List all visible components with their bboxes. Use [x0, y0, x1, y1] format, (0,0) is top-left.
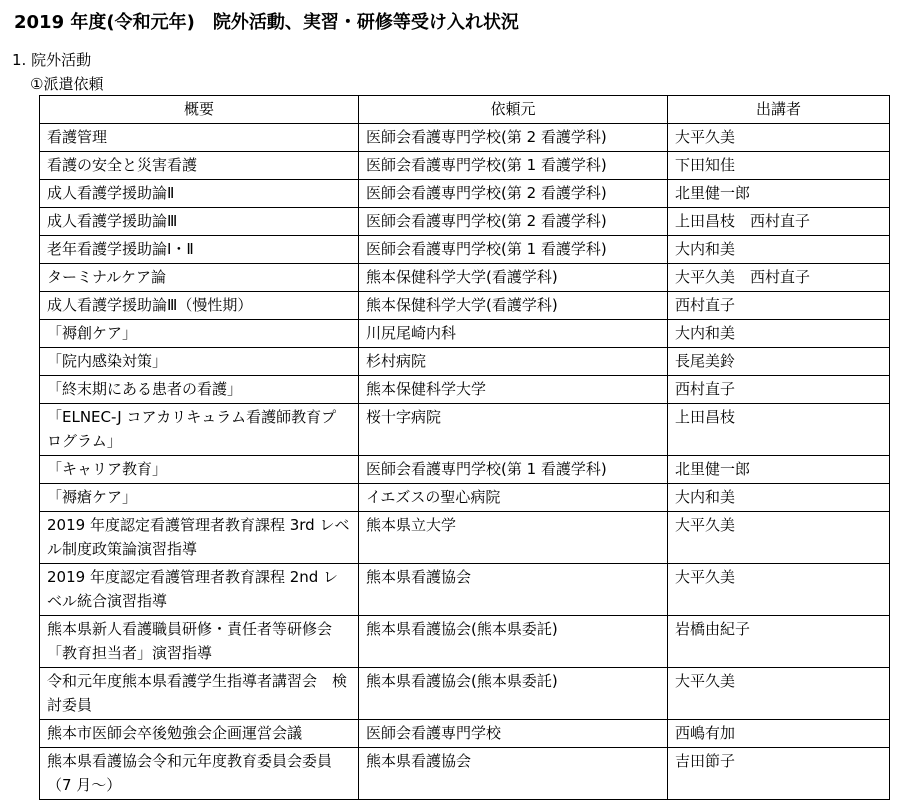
cell-requester: 杉村病院 [359, 348, 668, 376]
cell-requester: 熊本保健科学大学(看護学科) [359, 292, 668, 320]
cell-requester: 医師会看護専門学校 [359, 720, 668, 748]
cell-lecturer: 西村直子 [668, 292, 890, 320]
cell-requester: 熊本県看護協会(熊本県委託) [359, 668, 668, 720]
cell-summary: 老年看護学援助論Ⅰ・Ⅱ [40, 236, 359, 264]
cell-requester: 医師会看護専門学校(第 2 看護学科) [359, 208, 668, 236]
cell-requester: 川尻尾崎内科 [359, 320, 668, 348]
cell-requester: 桜十字病院 [359, 404, 668, 456]
table-row [40, 564, 890, 616]
cell-lecturer: 上田昌枝 [668, 404, 890, 456]
table-row [40, 292, 890, 320]
table-row [40, 180, 890, 208]
table-row [40, 484, 890, 512]
table-row [40, 208, 890, 236]
table-row [40, 320, 890, 348]
cell-summary: 「終末期にある患者の看護」 [40, 376, 359, 404]
table-row [40, 152, 890, 180]
table-row [40, 404, 890, 456]
cell-requester: 熊本保健科学大学(看護学科) [359, 264, 668, 292]
cell-lecturer: 西嶋有加 [668, 720, 890, 748]
cell-summary: 「褥創ケア」 [40, 320, 359, 348]
cell-lecturer: 下田知佳 [668, 152, 890, 180]
cell-summary: 2019 年度認定看護管理者教育課程 3rd レベル制度政策論演習指導 [40, 512, 359, 564]
cell-lecturer: 北里健一郎 [668, 180, 890, 208]
cell-requester: 医師会看護専門学校(第 1 看護学科) [359, 152, 668, 180]
table-row [40, 376, 890, 404]
cell-summary: 看護管理 [40, 124, 359, 152]
table-row [40, 456, 890, 484]
cell-summary: 成人看護学援助論Ⅲ（慢性期） [40, 292, 359, 320]
table-row [40, 348, 890, 376]
cell-requester: 熊本保健科学大学 [359, 376, 668, 404]
cell-lecturer: 大内和美 [668, 320, 890, 348]
table-row [40, 264, 890, 292]
cell-requester: 熊本県看護協会 [359, 564, 668, 616]
cell-lecturer: 大平久美 [668, 564, 890, 616]
cell-requester: イエズスの聖心病院 [359, 484, 668, 512]
cell-summary: 「キャリア教育」 [40, 456, 359, 484]
cell-lecturer: 吉田節子 [668, 748, 890, 800]
table-row [40, 512, 890, 564]
cell-requester: 医師会看護専門学校(第 2 看護学科) [359, 124, 668, 152]
cell-summary: ターミナルケア論 [40, 264, 359, 292]
cell-lecturer: 北里健一郎 [668, 456, 890, 484]
cell-lecturer: 大内和美 [668, 236, 890, 264]
cell-requester: 熊本県看護協会 [359, 748, 668, 800]
cell-requester: 熊本県看護協会(熊本県委託) [359, 616, 668, 668]
table-header-row [40, 96, 890, 124]
table-body [40, 124, 890, 800]
cell-summary: 熊本市医師会卒後勉強会企画運営会議 [40, 720, 359, 748]
cell-lecturer: 長尾美鈴 [668, 348, 890, 376]
cell-summary: 「院内感染対策」 [40, 348, 359, 376]
dispatch-request-table [39, 95, 890, 800]
cell-summary: 成人看護学援助論Ⅲ [40, 208, 359, 236]
table-row [40, 668, 890, 720]
table-row [40, 124, 890, 152]
cell-summary: 「褥瘡ケア」 [40, 484, 359, 512]
cell-summary: 令和元年度熊本県看護学生指導者講習会 検討委員 [40, 668, 359, 720]
cell-lecturer: 上田昌枝 西村直子 [668, 208, 890, 236]
cell-requester: 熊本県立大学 [359, 512, 668, 564]
section-heading: 1. 院外活動 [12, 51, 92, 69]
cell-lecturer: 岩橋由紀子 [668, 616, 890, 668]
cell-lecturer: 大平久美 西村直子 [668, 264, 890, 292]
subsection-heading: ①派遣依頼 [30, 75, 104, 93]
cell-summary: 看護の安全と災害看護 [40, 152, 359, 180]
cell-summary: 2019 年度認定看護管理者教育課程 2nd レベル統合演習指導 [40, 564, 359, 616]
cell-lecturer: 大平久美 [668, 124, 890, 152]
cell-requester: 医師会看護専門学校(第 1 看護学科) [359, 456, 668, 484]
cell-lecturer: 大平久美 [668, 668, 890, 720]
cell-requester: 医師会看護専門学校(第 2 看護学科) [359, 180, 668, 208]
cell-summary: 「ELNEC-J コアカリキュラム看護師教育プログラム」 [40, 404, 359, 456]
cell-summary: 熊本県新人看護職員研修・責任者等研修会「教育担当者」演習指導 [40, 616, 359, 668]
cell-summary: 成人看護学援助論Ⅱ [40, 180, 359, 208]
table-row [40, 236, 890, 264]
header-lecturer: 出講者 [668, 96, 890, 124]
header-summary: 概要 [40, 96, 359, 124]
table-row [40, 748, 890, 800]
page-title: 2019 年度(令和元年) 院外活動、実習・研修等受け入れ状況 [14, 12, 519, 33]
cell-requester: 医師会看護専門学校(第 1 看護学科) [359, 236, 668, 264]
table-row [40, 616, 890, 668]
cell-lecturer: 大内和美 [668, 484, 890, 512]
cell-lecturer: 大平久美 [668, 512, 890, 564]
cell-summary: 熊本県看護協会令和元年度教育委員会委員（7 月～） [40, 748, 359, 800]
header-requester: 依頼元 [359, 96, 668, 124]
cell-lecturer: 西村直子 [668, 376, 890, 404]
table-row [40, 720, 890, 748]
